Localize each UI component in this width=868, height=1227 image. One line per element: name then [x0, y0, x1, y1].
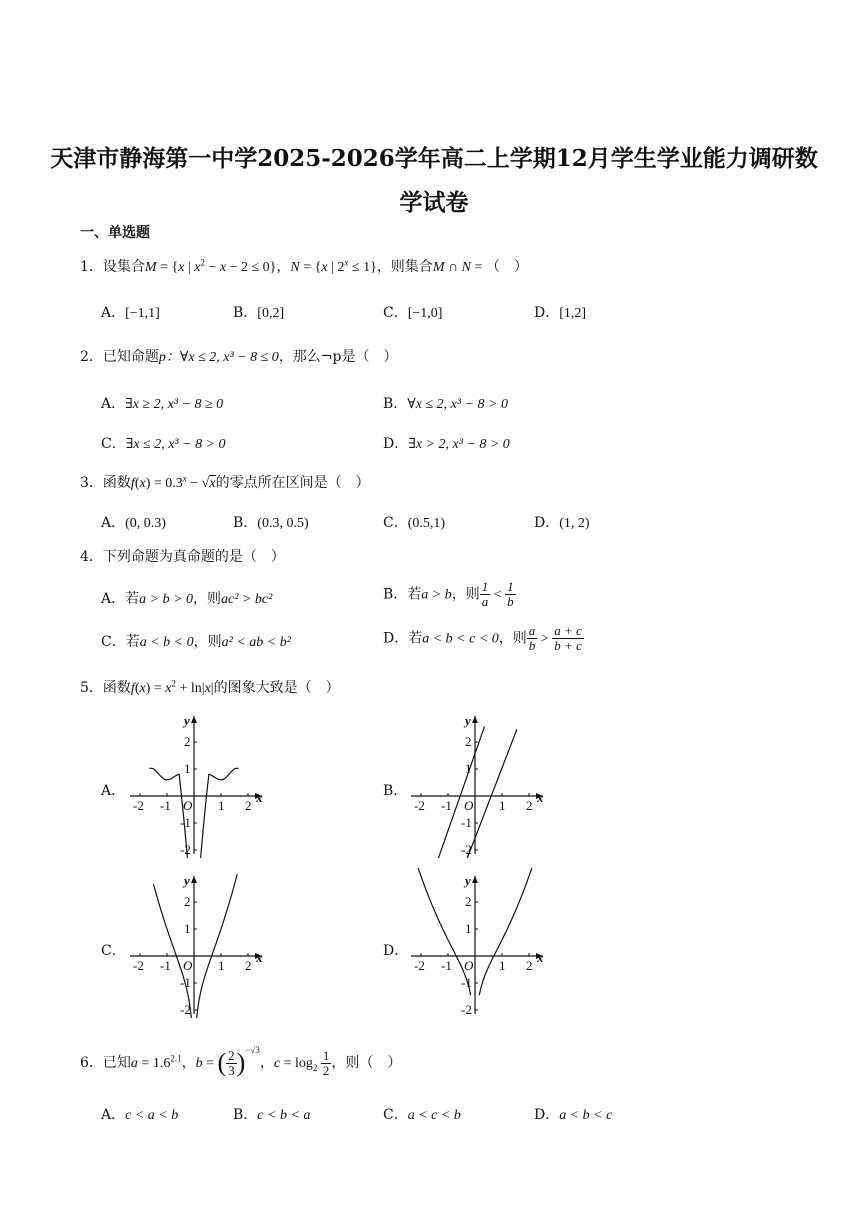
question-number: 6．: [80, 1055, 103, 1071]
option-text: (0.5,1): [407, 516, 446, 531]
formula: <: [490, 587, 506, 603]
option-label: C．: [383, 515, 408, 531]
q3-option-a[interactable]: [101, 512, 166, 532]
formula: −√3: [245, 1045, 260, 1055]
formula: =: [470, 260, 486, 275]
y-tick-label: 1: [465, 921, 472, 936]
x-tick-label: 2: [526, 798, 533, 813]
x-tick-label: -1: [160, 958, 171, 973]
formula: x: [194, 260, 201, 275]
x-axis-label: x: [256, 790, 263, 805]
curve-right: [467, 729, 517, 858]
question-text: 的零点所在区间是（ ）: [215, 475, 370, 491]
x-axis-label: x: [537, 790, 544, 805]
question-6: [80, 1045, 402, 1078]
question-number: 5．: [80, 680, 103, 696]
x-tick-label: -2: [414, 798, 425, 813]
option-text: 若: [408, 630, 423, 647]
option-label: B．: [233, 1107, 258, 1123]
origin-label: O: [464, 798, 474, 813]
origin-label: O: [183, 958, 193, 973]
option-text: ，则: [451, 586, 480, 603]
formula: $\frac{2}{3}$: [228, 1047, 235, 1078]
option-label: B．: [383, 783, 408, 799]
option-label: D．: [383, 436, 409, 452]
option-label: C．: [383, 305, 408, 321]
y-tick-label: -2: [180, 1002, 191, 1017]
option-text: ，则: [498, 630, 527, 647]
formula: p：∀x ≤ 2, x³ − 8 ≤ 0: [158, 350, 279, 365]
q6-option-b[interactable]: [233, 1104, 310, 1124]
question-2: [80, 346, 398, 366]
question-number: 1．: [80, 259, 103, 275]
page-title-line1: 天津市静海第一中学2025-2026学年高二上学期12月学生学业能力调研数: [50, 145, 818, 172]
formula: ∩: [444, 260, 462, 275]
x-tick-label: 1: [218, 958, 225, 973]
formula: b: [195, 1056, 203, 1071]
q1-option-b[interactable]: [233, 302, 284, 322]
x-tick-label: 1: [218, 798, 225, 813]
formula: >: [537, 631, 553, 647]
formula: x: [139, 681, 146, 696]
formula: = 1.6: [137, 1056, 171, 1071]
question-text: 设集合: [102, 259, 145, 275]
formula: a > b > 0: [139, 592, 194, 607]
question-text: 已知命题: [102, 349, 159, 365]
formula: |: [210, 681, 214, 696]
formula: c: [273, 1056, 281, 1071]
x-tick-label: 2: [526, 958, 533, 973]
formula: ，: [259, 1056, 274, 1071]
question-text: ，那么¬p是（ ）: [278, 349, 398, 365]
origin-label: O: [464, 958, 474, 973]
curve-right: [195, 874, 238, 1018]
formula: ) =: [145, 681, 166, 696]
y-tick-label: 2: [184, 894, 191, 909]
x-tick-label: -1: [160, 798, 171, 813]
formula: x: [219, 260, 227, 275]
q2-option-a[interactable]: [101, 393, 223, 413]
q3-option-c[interactable]: [383, 512, 445, 532]
formula: M: [432, 260, 445, 275]
question-number: 2．: [80, 349, 103, 365]
formula: a > b: [421, 587, 452, 603]
option-text: ∃x ≥ 2, x³ − 8 ≥ 0: [125, 397, 224, 412]
x-tick-label: 2: [245, 798, 252, 813]
y-tick-label: -1: [461, 815, 472, 830]
y-tick-label: -1: [180, 975, 191, 990]
y-tick-label: -2: [461, 842, 472, 857]
y-tick-label: -2: [461, 1002, 472, 1017]
option-text: ∀x ≤ 2, x³ − 8 > 0: [407, 397, 508, 412]
formula: =: [202, 1056, 218, 1071]
formula: x: [321, 260, 328, 275]
q6-option-c[interactable]: [383, 1104, 461, 1124]
option-text: c < b < a: [257, 1108, 311, 1123]
q2-option-b[interactable]: [383, 393, 508, 413]
option-text: a < b < c: [559, 1108, 613, 1123]
option-text: [0,2]: [257, 306, 285, 321]
formula: x: [165, 681, 172, 696]
formula: 2: [200, 257, 205, 268]
option-label: B．: [383, 396, 408, 412]
x-tick-label: -2: [133, 958, 144, 973]
q1-option-c[interactable]: [383, 302, 442, 322]
formula: | 2: [327, 260, 345, 275]
y-tick-label: 2: [465, 894, 472, 909]
option-label: D．: [534, 1107, 560, 1123]
y-axis-label: y: [465, 873, 471, 888]
option-label: D．: [383, 943, 409, 959]
option-label: A．: [101, 305, 126, 321]
q2-option-c[interactable]: [101, 433, 226, 453]
curve-right: [479, 868, 536, 995]
option-label: B．: [233, 305, 258, 321]
q4-option-d[interactable]: [383, 624, 584, 653]
option-label: B．: [383, 586, 408, 603]
formula: ac² > bc²: [221, 592, 273, 607]
option-label: C．: [101, 943, 126, 959]
formula: $\frac{1}{2}$: [322, 1047, 330, 1078]
option-text: [1,2]: [559, 306, 587, 321]
question-5: [80, 677, 340, 697]
x-tick-label: 2: [245, 958, 252, 973]
x-axis-label: x: [256, 950, 263, 965]
option-label: A．: [101, 396, 126, 412]
question-text: ，: [276, 259, 291, 275]
option-text: ，则: [193, 634, 222, 650]
question-4: [80, 546, 285, 566]
question-text: 函数: [102, 680, 131, 696]
q3-option-b[interactable]: [233, 512, 309, 532]
page-title-line2: 学试卷: [399, 189, 469, 216]
formula: f: [130, 476, 135, 491]
option-text: c < a < b: [125, 1108, 179, 1123]
formula: = {: [299, 260, 322, 275]
y-tick-label: 1: [184, 921, 191, 936]
formula: 2: [312, 1062, 318, 1073]
formula: a < b < 0: [139, 635, 194, 650]
formula: f: [130, 681, 135, 696]
formula: x: [209, 476, 216, 491]
formula: N: [290, 260, 300, 275]
x-tick-label: -2: [414, 958, 425, 973]
formula: (: [134, 681, 140, 696]
x-tick-label: 1: [499, 958, 506, 973]
formula: x: [344, 257, 349, 268]
y-tick-label: -2: [180, 842, 191, 857]
formula: x: [204, 681, 211, 696]
q4-option-b[interactable]: [383, 580, 516, 609]
option-label: A．: [101, 783, 126, 799]
y-axis-label: y: [465, 713, 471, 728]
question-text: 的图象大致是（ ）: [213, 680, 340, 696]
x-axis-label: x: [537, 950, 544, 965]
y-axis-arrow: [191, 876, 197, 883]
formula: $\frac{a}{b}$: [528, 623, 536, 653]
option-text: ，则: [193, 591, 222, 607]
formula: − 2 ≤ 0}: [226, 260, 277, 275]
section-heading: 一、单选题: [80, 225, 150, 241]
option-text: 若: [125, 634, 140, 650]
formula: $\frac{1}{a}$: [481, 579, 489, 609]
y-tick-label: 1: [465, 761, 472, 776]
formula: 2.1: [170, 1053, 182, 1064]
y-axis-arrow: [472, 876, 478, 883]
option-label: C．: [383, 1107, 408, 1123]
option-label: A．: [101, 591, 126, 607]
option-text: (0, 0.3): [125, 516, 166, 531]
formula: $\frac{1}{b}$: [507, 579, 514, 609]
formula: x: [182, 473, 187, 484]
formula: ≤ 1}: [348, 260, 377, 275]
option-text: 若: [125, 591, 140, 607]
x-tick-label: 1: [499, 798, 506, 813]
formula: = {: [156, 260, 179, 275]
formula: ，: [181, 1056, 196, 1071]
curve-right: [195, 768, 239, 858]
graph-a: [122, 708, 272, 858]
formula: + ln|: [175, 681, 205, 696]
formula: (: [134, 476, 140, 491]
x-tick-label: -2: [133, 798, 144, 813]
formula: N: [461, 260, 471, 275]
q3-option-d[interactable]: [534, 512, 590, 532]
formula: −: [204, 260, 220, 275]
option-text: [−1,0]: [407, 306, 443, 321]
y-tick-label: 2: [184, 734, 191, 749]
formula: x: [178, 260, 185, 275]
question-number: 4．: [80, 549, 103, 565]
option-label: A．: [101, 1107, 126, 1123]
graph-b: [403, 708, 553, 858]
q6-option-d[interactable]: [534, 1104, 612, 1124]
option-label: D．: [534, 305, 560, 321]
q4-option-a[interactable]: [101, 588, 272, 608]
formula: (: [217, 1048, 227, 1077]
option-text: ∃x ≤ 2, x³ − 8 > 0: [125, 437, 226, 452]
option-label: C．: [101, 634, 126, 650]
y-tick-label: -1: [180, 815, 191, 830]
question-text: ，则集合: [376, 259, 433, 275]
option-text: 若: [407, 586, 422, 603]
y-axis-arrow: [472, 716, 478, 723]
curve-left: [435, 727, 485, 859]
formula: = log: [280, 1056, 313, 1071]
y-tick-label: 2: [465, 734, 472, 749]
question-number: 3．: [80, 475, 103, 491]
y-tick-label: 1: [184, 761, 191, 776]
graph-c: [122, 868, 272, 1018]
option-text: (0.3, 0.5): [257, 516, 309, 531]
formula: ) = 0.3: [145, 476, 183, 491]
question-text: 已知: [102, 1055, 131, 1071]
q1-option-a[interactable]: [101, 302, 160, 322]
y-tick-label: -1: [461, 975, 472, 990]
formula: $\frac{a + c}{b + c}$: [554, 623, 582, 653]
formula: x: [139, 476, 146, 491]
x-tick-label: -1: [441, 798, 452, 813]
q6-option-a[interactable]: [101, 1104, 178, 1124]
x-tick-label: -1: [441, 958, 452, 973]
origin-label: O: [183, 798, 193, 813]
q4-option-c[interactable]: [101, 631, 291, 651]
formula: a < b < c < 0: [422, 631, 499, 647]
question-text: 下列命题为真命题的是（ ）: [102, 549, 285, 565]
option-text: a < c < b: [407, 1108, 461, 1123]
question-3: [80, 472, 370, 492]
option-text: (1, 2): [559, 516, 590, 531]
formula: a: [130, 1056, 138, 1071]
formula: 2: [171, 678, 176, 689]
question-1: [80, 256, 528, 276]
option-label: D．: [534, 515, 560, 531]
question-text: （ ）: [485, 259, 528, 275]
question-text: ，则（ ）: [331, 1055, 402, 1071]
option-text: [−1,1]: [125, 306, 160, 321]
formula: a² < ab < b²: [221, 635, 291, 650]
option-label: A．: [101, 515, 126, 531]
formula: ): [236, 1048, 246, 1077]
option-text: ∃x > 2, x³ − 8 > 0: [408, 437, 510, 452]
formula: M: [144, 260, 157, 275]
q1-option-d[interactable]: [534, 302, 586, 322]
option-label: D．: [383, 630, 409, 647]
question-text: 函数: [102, 475, 131, 491]
option-label: C．: [101, 436, 126, 452]
option-label: B．: [233, 515, 258, 531]
q2-option-d[interactable]: [383, 433, 510, 453]
y-axis-label: y: [184, 873, 190, 888]
y-axis-label: y: [184, 713, 190, 728]
formula: − √: [186, 476, 210, 491]
y-axis-arrow: [191, 716, 197, 723]
formula: |: [184, 260, 195, 275]
graph-d: [403, 868, 553, 1018]
